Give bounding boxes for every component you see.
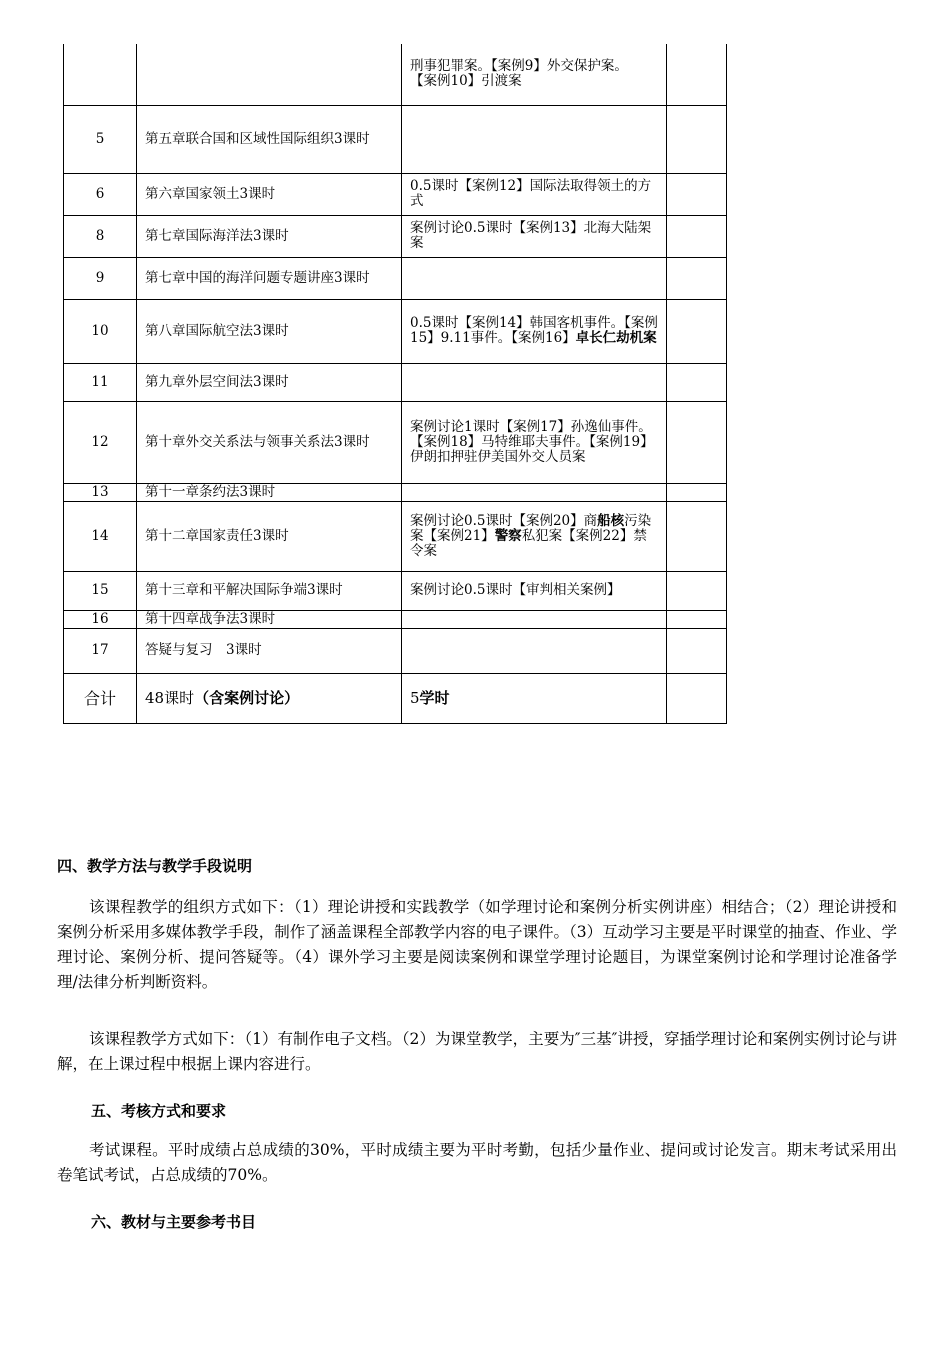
remark-cell [667,501,727,571]
section-5-title: 五、考核方式和要求 [91,1102,227,1120]
section-5-paragraph-1: 考试课程。平时成绩占总成绩的30%，平时成绩主要为平时考勤，包括少量作业、提问或讨论发言。期末考试采用出卷笔试考试，占总成绩的70%。 [57,1141,897,1184]
case-discussion-cell [402,628,667,673]
cell-text: 0.5课时【案例14】韩国客机事件。【案例15】9.11事件。【案例16】 [410,315,658,346]
table-row [64,483,727,501]
table-row [64,215,727,257]
case-discussion-cell [402,257,667,299]
table-row [64,401,727,483]
table-row [64,363,727,401]
remark-cell [667,299,727,363]
cell-text: 案例讨论0.5课时【审判相关案例】 [410,582,621,598]
schedule-table [63,44,727,724]
table-row [64,257,727,299]
table-row [64,628,727,673]
table-row [64,673,727,723]
remark-cell [667,105,727,173]
cell-text: 案例讨论1课时【案例17】孙逸仙事件。【案例18】马特维耶夫事件。【案例19】伊朗扣押驻伊美国外交人员案 [410,418,654,465]
week-number-cell: 14 [64,501,137,571]
chapter-title-cell: 第十章外交关系法与领事关系法3课时 [137,401,402,483]
week-number-cell: 16 [64,610,137,628]
case-discussion-cell [402,501,667,571]
cell-text: 卓长仁劫机案 [575,330,657,346]
chapter-title-cell: 第十一章条约法3课时 [137,483,402,501]
table-row [64,44,727,105]
case-discussion-cell [402,673,667,723]
table-row [64,501,727,571]
cell-text: 【案例10】引渡案 [410,73,522,90]
chapter-title-cell: 第六章国家领土3课时 [137,173,402,215]
cell-text: 5 [410,688,420,707]
cell-text: 案例讨论0.5课时【案例13】北海大陆架案 [410,220,652,251]
section-6-title: 六、教材与主要参考书目 [91,1213,257,1231]
chapter-title-cell: 第十四章战争法3课时 [137,610,402,628]
table-row [64,299,727,363]
week-number-cell: 8 [64,215,137,257]
section-4-title: 四、教学方法与教学手段说明 [57,857,253,875]
chapter-title-cell: 第十三章和平解决国际争端3课时 [137,571,402,610]
chapter-title-cell: 第七章国际海洋法3课时 [137,215,402,257]
chapter-title-cell [137,673,402,723]
case-discussion-cell [402,44,667,105]
case-discussion-cell [402,401,667,483]
chapter-title-cell: 第五章联合国和区域性国际组织3课时 [137,105,402,173]
cell-text: 0.5课时【案例12】国际法取得领土的方式 [410,178,652,209]
remark-cell [667,215,727,257]
case-discussion-cell [402,610,667,628]
section-4-paragraph-1: 该课程教学的组织方式如下：（1）理论讲授和实践教学（如学理讨论和案例分析实例讲座）相结合；（2）理论讲授和案例分析采用多媒体教学手段，制作了涵盖课程全部教学内容的电子课件。（3）互动学习主要是平时课堂的抽查、作业、学理讨论、案例分析、提问答疑等。（4）课外学习主要是阅读案例和课堂学理讨论题目，为课堂案例讨论和学理讨论准备学理/法律分析判断资料。 [57,898,897,991]
case-discussion-cell [402,173,667,215]
chapter-title-cell: 答疑与复习 3课时 [137,628,402,673]
table-row [64,105,727,173]
chapter-title-cell: 第九章外层空间法3课时 [137,363,402,401]
remark-cell [667,628,727,673]
table-row [64,173,727,215]
case-discussion-cell [402,105,667,173]
cell-text: 48课时 [145,688,195,707]
cell-text: 警察 [494,527,522,544]
week-number-cell: 17 [64,628,137,673]
case-discussion-cell [402,571,667,610]
cell-text: （含案例讨论） [194,688,300,707]
week-number-cell: 6 [64,173,137,215]
schedule-body [64,44,727,723]
week-number-cell: 12 [64,401,137,483]
remark-cell [667,44,727,105]
case-discussion-cell [402,483,667,501]
remark-cell [667,257,727,299]
week-number-cell: 10 [64,299,137,363]
case-discussion-cell [402,363,667,401]
remark-cell [667,673,727,723]
cell-text: 学时 [419,688,450,707]
chapter-title-cell: 第七章中国的海洋问题专题讲座3课时 [137,257,402,299]
chapter-title-cell: 第八章国际航空法3课时 [137,299,402,363]
remark-cell [667,363,727,401]
week-number-cell [64,44,137,105]
remark-cell [667,483,727,501]
case-discussion-cell [402,299,667,363]
remark-cell [667,173,727,215]
cell-text: 私犯案【案例22】禁令案 [410,527,647,559]
cell-text: 污染案【案例21】 [410,512,652,544]
remark-cell [667,571,727,610]
table-row [64,571,727,610]
week-number-cell: 13 [64,483,137,501]
chapter-title-cell: 第十二章国家责任3课时 [137,501,402,571]
week-number-cell: 5 [64,105,137,173]
remark-cell [667,401,727,483]
table-row [64,610,727,628]
case-discussion-cell [402,215,667,257]
section-4-paragraph-2: 该课程教学方式如下：（1）有制作电子文档。（2）为课堂教学，主要为″三基″讲授，穿插学理讨论和案例实例讨论与讲解，在上课过程中根据上课内容进行。 [57,1030,897,1073]
chapter-title-cell [137,44,402,105]
remark-cell [667,610,727,628]
week-number-cell: 11 [64,363,137,401]
cell-text: 刑事犯罪案。【案例9】外交保护案。 [410,58,628,75]
week-number-cell: 9 [64,257,137,299]
cell-text: 案例讨论0.5课时【案例20】商 [410,512,598,529]
cell-text: 船核 [597,512,625,529]
week-number-cell: 15 [64,571,137,610]
week-number-cell: 合计 [64,673,137,723]
